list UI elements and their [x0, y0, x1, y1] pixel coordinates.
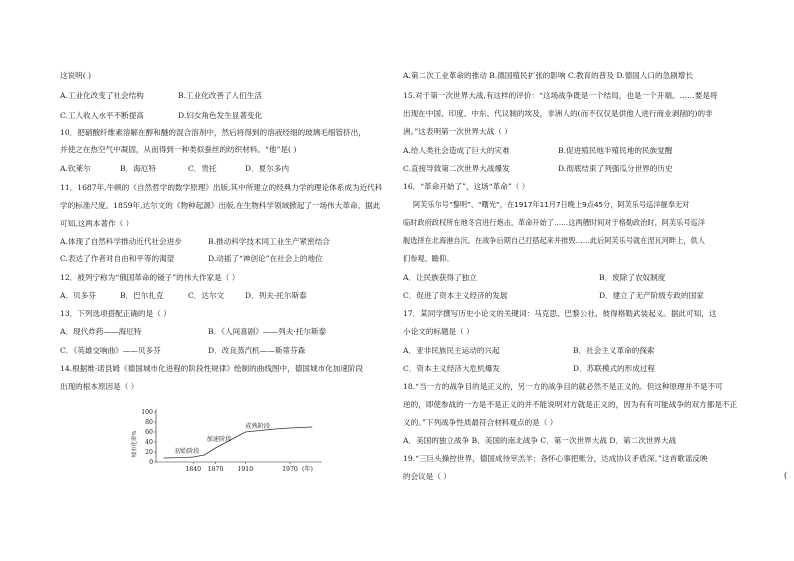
chart-y-tick-label: 0: [149, 459, 153, 466]
q16-quote-1: 阿芙乐尔号“黎明”、“曙光”，在1917年11月7日晚上9点45分，阿芙乐号巡洋舰奉无对: [413, 200, 690, 209]
q13-stem: 13．下列选项搭配正确的是（ ）: [60, 309, 171, 318]
q13-option-c: C．《英雄交响曲》——贝多芬: [60, 346, 161, 355]
q11-line-2: 学的标准尺度。1859年,达尔文的《物种起源》出版,在生物科学领域掀起了一场伟大革命。据此: [60, 201, 381, 210]
chart-x-tick-label: 1910: [237, 466, 254, 473]
q11-option-c: C.表达了作者对自由和平等的渴望: [60, 254, 175, 263]
q17-option-c: C．资本主义经济大危机爆发: [403, 364, 500, 373]
q16-quote-3: 舰选择在北海港自沉。在战争后期自己打搭起来并推毁……此后阿芙乐号就在涅瓦河畔上，供人: [403, 236, 705, 245]
q16-option-a: A．让民族获得了独立: [403, 273, 477, 282]
chart-y-tick-label: 80: [145, 419, 153, 426]
q15-line-2: 出现在中国、印度、中东、代议制的埃及，非洲人的(而不仅仅是供他人进行商业剥削的)的非: [403, 109, 713, 118]
q10-option-a: A.钦莱尔: [60, 164, 91, 173]
q16-quote-4: 们参观、瞻仰。: [403, 254, 454, 263]
chart-x-tick-label: 1970: [282, 466, 298, 473]
q12-option-c: C．达尔文: [188, 291, 225, 300]
q15-line-1: 15.对于第一次世界大战,有这样的评价：“这场战争既是一个结局，也是一个开端。……要是将: [403, 91, 718, 100]
q19-line-2: 的会议是（ ）: [403, 472, 451, 481]
chart-y-tick-label: 40: [145, 439, 153, 446]
q11-option-a: A.体现了自然科学推动近代社会进步: [60, 237, 182, 246]
q14-line-2: 出现的根本原因是（ ）: [60, 382, 139, 391]
q9-option-d: D.妇女角色发生显著变化: [178, 111, 263, 120]
q18-line-1: 18.“当一方的战争目的是正义的，另一方的战争目的就必然不是正义的。但这种原理并不是不可: [403, 382, 723, 391]
q16-quote-2: 临时政府政权所在地冬宫进行炮击，革命开始了……这两艘时间对于格勒政治时，阿芙乐号巡洋: [403, 218, 705, 227]
q10-option-d: D．夏尔多内: [245, 164, 290, 173]
q18-options: A．美国的独立战争 B．美国的南北战争 C．第一次世界大战 D．第二次世界大战: [403, 436, 677, 445]
q16-option-c: C．促进了资本主义经济的发展: [403, 291, 508, 300]
chart-x-unit: (年): [301, 466, 313, 473]
q11-line-3: 可知,这两本著作（ ）: [60, 219, 134, 228]
q17-line-2: 小论文的标题是（ ）: [403, 327, 474, 336]
q13-option-d: D．改良蒸汽机——斯蒂芬森: [208, 346, 306, 355]
page-edge-paren: (: [784, 471, 788, 480]
q9-option-b: B.工业化改善了人们生活: [178, 91, 262, 100]
q13-option-b: B．《人间喜剧》——列夫·托尔斯泰: [208, 327, 327, 336]
q13-option-a: A．现代炸药——海厄特: [60, 327, 142, 336]
q11-option-b: B.推动科学技术同工业生产紧密结合: [208, 237, 330, 246]
chart-y-tick-label: 60: [145, 429, 153, 436]
q16-stem: 16．“革命开始了”，这场“革命”（ ）: [403, 182, 530, 191]
chart-stage-label: 成熟阶段: [245, 423, 271, 430]
q10-line-2: 并使之在热空气中凝固，从而得到一种类似蚕丝的纺织材料。“他”是( ): [60, 145, 297, 154]
q9-stem-end: 这说明( ): [60, 71, 92, 80]
q14-options: A.第二次工业革命的推动 B.德国殖民扩张的影响 C.教育的普及 D.德国人口的急剧增长: [403, 71, 693, 80]
q9-option-a: A.工业化改变了社会结构: [60, 91, 144, 100]
q16-option-b: B．废除了农奴制度: [599, 273, 666, 282]
q17-option-d: D．苏联模式的形成过程: [573, 364, 656, 373]
q18-line-2: 逆的，即使参战的一方是不是正义的并不能说明对方就是正义的，因为有有可能战争的双方都是不正: [403, 400, 738, 409]
chart-stage-label: 加速阶段: [206, 436, 232, 443]
chart-stage-label: 初始阶段: [174, 448, 200, 455]
q12-option-b: B．巴尔扎克: [120, 291, 164, 300]
q10-option-c: C．贵托: [188, 164, 217, 173]
chart-y-tick-label: 100: [141, 409, 153, 416]
q15-option-c: C.直接导致第二次世界大战爆发: [403, 164, 510, 173]
q18-line-3: 义的。”下列战争性质最符合材料观点的是（ ）: [403, 418, 558, 427]
q19-line-1: 19.“三巨头操控世界，德国成待宰羔羊；各怀心事把账分，达成协议矛盾深。”这首歌谣反映: [403, 454, 708, 463]
chart-stage-labels: [175, 422, 271, 455]
q15-line-3: 洲。”这表明第一次世界大战（ ）: [403, 127, 512, 136]
q16-option-d: D．建立了无产阶级专政的国家: [599, 291, 704, 300]
q12-option-d: D．列夫·托尔斯泰: [245, 291, 307, 300]
q9-option-c: C.工人收入水平不断提高: [60, 111, 144, 120]
q17-option-a: A．亚非民族民主运动的兴起: [403, 346, 500, 355]
q12-stem: 12．被列宁称为“俄国革命的镜子”的伟大作家是（ ）: [60, 273, 240, 282]
q17-line-1: 17．某同学撰写历史小论文的关键词：马克思、巴黎公社、彼得格勒武装起义。据此可知，这: [403, 309, 717, 318]
chart-x-tick-label: 1840: [185, 466, 202, 473]
chart-y-tick-label: 20: [145, 449, 153, 456]
q11-line-1: 11．1687年,牛顿的《自然哲学的数学原理》出版,其中所建立的经典力学的理论体系成为近代科: [60, 183, 383, 192]
q15-option-b: B.促进殖民地半殖民地的民族觉醒: [558, 146, 673, 155]
chart-ylabel: 城市化率%: [132, 430, 138, 458]
q14-line-1: 14.根据维·诺县姆《德国城市化进程的阶段性规律》绘制的曲线图中，德国城市化加速阶段: [60, 364, 364, 373]
chart-x-tick-label: 1870: [207, 466, 224, 473]
q15-option-a: A.给人类社会造成了巨大的灾难: [403, 146, 510, 155]
q15-option-d: D.彻底结束了列强瓜分世界的历史: [558, 164, 673, 173]
q11-option-d: D.动摇了“神创论”在社会上的地位: [208, 254, 323, 263]
q10-option-b: B．海厄特: [120, 164, 156, 173]
q12-option-a: A．贝多芬: [60, 291, 96, 300]
q17-option-b: B．社会主义革命的探索: [573, 346, 655, 355]
urbanization-chart: [130, 404, 330, 484]
q10-line-1: 10．把硝酸纤维素溶解在醇和醚的混合溶剂中，然后将得到的溶液经细的玻璃毛细管挤出，: [60, 128, 366, 137]
